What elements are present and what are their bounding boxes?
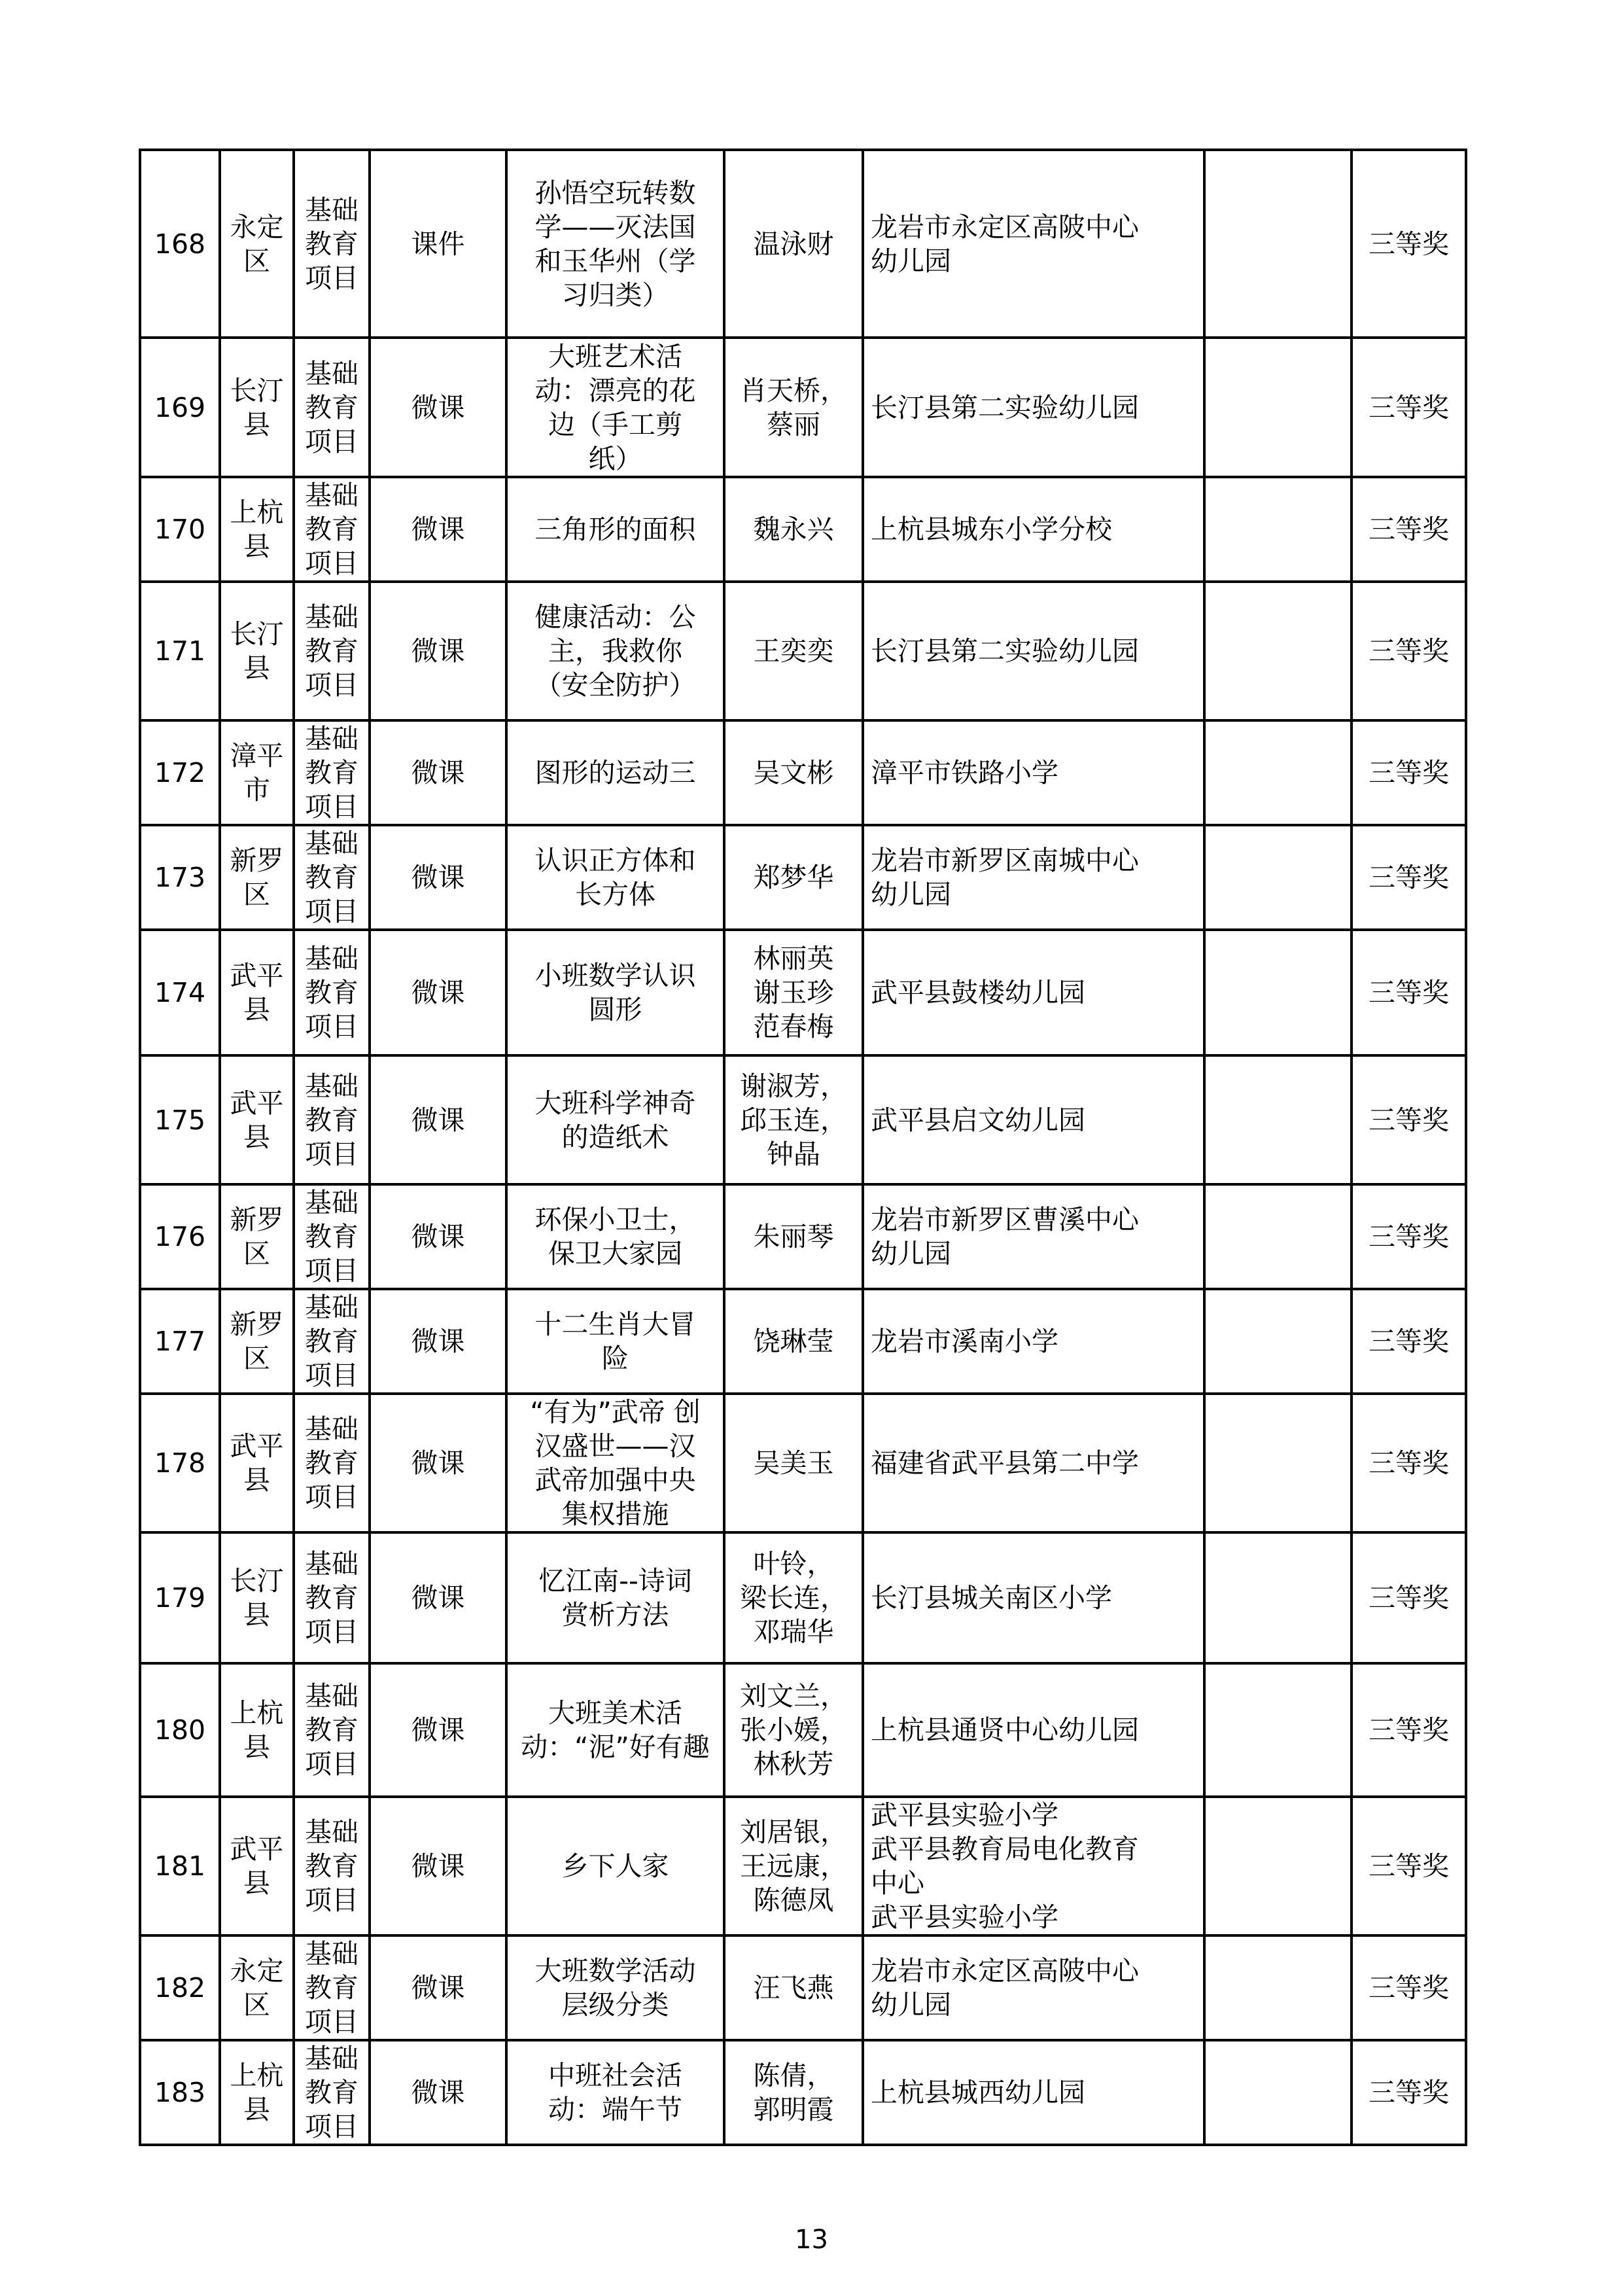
category-cell: 基础 教育 项目 xyxy=(294,150,370,338)
table-row xyxy=(140,477,1466,582)
award-cell: 三等奖 xyxy=(1352,150,1466,338)
authors-cell: 刘文兰， 张小媛， 林秋芳 xyxy=(724,1663,863,1797)
authors-cell: 吴美玉 xyxy=(724,1394,863,1532)
region-cell: 上杭 县 xyxy=(220,1663,294,1797)
title-cell: 三角形的面积 xyxy=(506,477,724,582)
row-number: 183 xyxy=(140,2040,220,2145)
title-cell: “有为”武帝 创 汉盛世——汉 武帝加强中央 集权措施 xyxy=(506,1394,724,1532)
empty-cell xyxy=(1204,338,1352,477)
award-cell: 三等奖 xyxy=(1352,825,1466,930)
title-cell: 大班艺术活 动：漂亮的花 边（手工剪 纸） xyxy=(506,338,724,477)
title-cell: 中班社会活 动：端午节 xyxy=(506,2040,724,2145)
table-row xyxy=(140,582,1466,720)
empty-cell xyxy=(1204,1935,1352,2040)
row-number: 174 xyxy=(140,930,220,1055)
empty-cell xyxy=(1204,150,1352,338)
empty-cell xyxy=(1204,1532,1352,1663)
type-cell: 微课 xyxy=(370,930,506,1055)
authors-cell: 王奕奕 xyxy=(724,582,863,720)
award-cell: 三等奖 xyxy=(1352,1532,1466,1663)
type-cell: 微课 xyxy=(370,477,506,582)
school-cell: 龙岩市永定区高陂中心 幼儿园 xyxy=(863,150,1204,338)
empty-cell xyxy=(1204,1184,1352,1289)
empty-cell xyxy=(1204,477,1352,582)
category-cell: 基础 教育 项目 xyxy=(294,825,370,930)
title-cell: 图形的运动三 xyxy=(506,720,724,825)
school-cell: 上杭县城东小学分校 xyxy=(863,477,1204,582)
type-cell: 微课 xyxy=(370,1184,506,1289)
region-cell: 永定 区 xyxy=(220,1935,294,2040)
row-number: 175 xyxy=(140,1055,220,1184)
region-cell: 长汀 县 xyxy=(220,1532,294,1663)
category-cell: 基础 教育 项目 xyxy=(294,1935,370,2040)
title-cell: 小班数学认识 圆形 xyxy=(506,930,724,1055)
type-cell: 课件 xyxy=(370,150,506,338)
type-cell: 微课 xyxy=(370,1394,506,1532)
table-row xyxy=(140,338,1466,477)
table-row xyxy=(140,1935,1466,2040)
school-cell: 龙岩市永定区高陂中心 幼儿园 xyxy=(863,1935,1204,2040)
award-cell: 三等奖 xyxy=(1352,582,1466,720)
empty-cell xyxy=(1204,1797,1352,1935)
table-row xyxy=(140,1532,1466,1663)
row-number: 180 xyxy=(140,1663,220,1797)
table-row xyxy=(140,930,1466,1055)
title-cell: 环保小卫士， 保卫大家园 xyxy=(506,1184,724,1289)
award-cell: 三等奖 xyxy=(1352,2040,1466,2145)
title-cell: 忆江南--诗词 赏析方法 xyxy=(506,1532,724,1663)
authors-cell: 肖天桥， 蔡丽 xyxy=(724,338,863,477)
row-number: 170 xyxy=(140,477,220,582)
title-cell: 乡下人家 xyxy=(506,1797,724,1935)
award-cell: 三等奖 xyxy=(1352,1394,1466,1532)
school-cell: 龙岩市溪南小学 xyxy=(863,1289,1204,1394)
awards-table xyxy=(139,149,1467,2146)
region-cell: 武平 县 xyxy=(220,930,294,1055)
type-cell: 微课 xyxy=(370,720,506,825)
school-cell: 武平县鼓楼幼儿园 xyxy=(863,930,1204,1055)
region-cell: 上杭 县 xyxy=(220,2040,294,2145)
region-cell: 武平 县 xyxy=(220,1055,294,1184)
title-cell: 大班数学活动 层级分类 xyxy=(506,1935,724,2040)
award-cell: 三等奖 xyxy=(1352,720,1466,825)
category-cell: 基础 教育 项目 xyxy=(294,338,370,477)
region-cell: 漳平 市 xyxy=(220,720,294,825)
type-cell: 微课 xyxy=(370,2040,506,2145)
empty-cell xyxy=(1204,1055,1352,1184)
empty-cell xyxy=(1204,1289,1352,1394)
empty-cell xyxy=(1204,582,1352,720)
category-cell: 基础 教育 项目 xyxy=(294,1663,370,1797)
region-cell: 新罗 区 xyxy=(220,1289,294,1394)
type-cell: 微课 xyxy=(370,1935,506,2040)
category-cell: 基础 教育 项目 xyxy=(294,477,370,582)
type-cell: 微课 xyxy=(370,1797,506,1935)
title-cell: 十二生肖大冒 险 xyxy=(506,1289,724,1394)
school-cell: 漳平市铁路小学 xyxy=(863,720,1204,825)
empty-cell xyxy=(1204,930,1352,1055)
region-cell: 武平 县 xyxy=(220,1797,294,1935)
type-cell: 微课 xyxy=(370,338,506,477)
table-row xyxy=(140,1289,1466,1394)
school-cell: 长汀县城关南区小学 xyxy=(863,1532,1204,1663)
award-cell: 三等奖 xyxy=(1352,477,1466,582)
row-number: 172 xyxy=(140,720,220,825)
type-cell: 微课 xyxy=(370,1055,506,1184)
type-cell: 微课 xyxy=(370,825,506,930)
award-cell: 三等奖 xyxy=(1352,1797,1466,1935)
table-row xyxy=(140,825,1466,930)
region-cell: 长汀 县 xyxy=(220,582,294,720)
type-cell: 微课 xyxy=(370,582,506,720)
empty-cell xyxy=(1204,1663,1352,1797)
authors-cell: 朱丽琴 xyxy=(724,1184,863,1289)
title-cell: 大班美术活 动：“泥”好有趣 xyxy=(506,1663,724,1797)
table-row xyxy=(140,1184,1466,1289)
row-number: 179 xyxy=(140,1532,220,1663)
region-cell: 新罗 区 xyxy=(220,825,294,930)
row-number: 168 xyxy=(140,150,220,338)
school-cell: 龙岩市新罗区南城中心 幼儿园 xyxy=(863,825,1204,930)
row-number: 171 xyxy=(140,582,220,720)
region-cell: 新罗 区 xyxy=(220,1184,294,1289)
authors-cell: 叶铃， 梁长连， 邓瑞华 xyxy=(724,1532,863,1663)
authors-cell: 吴文彬 xyxy=(724,720,863,825)
empty-cell xyxy=(1204,825,1352,930)
category-cell: 基础 教育 项目 xyxy=(294,1797,370,1935)
school-cell: 武平县启文幼儿园 xyxy=(863,1055,1204,1184)
authors-cell: 汪飞燕 xyxy=(724,1935,863,2040)
school-cell: 武平县实验小学 武平县教育局电化教育 中心 武平县实验小学 xyxy=(863,1797,1204,1935)
table-row xyxy=(140,1663,1466,1797)
school-cell: 龙岩市新罗区曹溪中心 幼儿园 xyxy=(863,1184,1204,1289)
category-cell: 基础 教育 项目 xyxy=(294,1289,370,1394)
table-row xyxy=(140,1797,1466,1935)
title-cell: 大班科学神奇 的造纸术 xyxy=(506,1055,724,1184)
type-cell: 微课 xyxy=(370,1532,506,1663)
authors-cell: 林丽英 谢玉珍 范春梅 xyxy=(724,930,863,1055)
row-number: 176 xyxy=(140,1184,220,1289)
authors-cell: 魏永兴 xyxy=(724,477,863,582)
authors-cell: 刘居银， 王远康， 陈德凤 xyxy=(724,1797,863,1935)
table-row xyxy=(140,1394,1466,1532)
category-cell: 基础 教育 项目 xyxy=(294,582,370,720)
row-number: 178 xyxy=(140,1394,220,1532)
school-cell: 上杭县城西幼儿园 xyxy=(863,2040,1204,2145)
row-number: 169 xyxy=(140,338,220,477)
title-cell: 认识正方体和 长方体 xyxy=(506,825,724,930)
region-cell: 上杭 县 xyxy=(220,477,294,582)
award-cell: 三等奖 xyxy=(1352,1935,1466,2040)
page-number: 13 xyxy=(795,2225,828,2255)
title-cell: 孙悟空玩转数 学——灭法国 和玉华州（学 习归类） xyxy=(506,150,724,338)
authors-cell: 饶琳莹 xyxy=(724,1289,863,1394)
table-row xyxy=(140,2040,1466,2145)
award-cell: 三等奖 xyxy=(1352,1663,1466,1797)
award-cell: 三等奖 xyxy=(1352,1289,1466,1394)
award-cell: 三等奖 xyxy=(1352,930,1466,1055)
category-cell: 基础 教育 项目 xyxy=(294,1394,370,1532)
award-cell: 三等奖 xyxy=(1352,1184,1466,1289)
row-number: 177 xyxy=(140,1289,220,1394)
table-row xyxy=(140,1055,1466,1184)
region-cell: 永定 区 xyxy=(220,150,294,338)
region-cell: 长汀 县 xyxy=(220,338,294,477)
table-row xyxy=(140,150,1466,338)
authors-cell: 谢淑芳， 邱玉连， 钟晶 xyxy=(724,1055,863,1184)
authors-cell: 温泳财 xyxy=(724,150,863,338)
type-cell: 微课 xyxy=(370,1663,506,1797)
school-cell: 长汀县第二实验幼儿园 xyxy=(863,582,1204,720)
category-cell: 基础 教育 项目 xyxy=(294,1532,370,1663)
school-cell: 长汀县第二实验幼儿园 xyxy=(863,338,1204,477)
row-number: 182 xyxy=(140,1935,220,2040)
category-cell: 基础 教育 项目 xyxy=(294,720,370,825)
category-cell: 基础 教育 项目 xyxy=(294,1184,370,1289)
school-cell: 上杭县通贤中心幼儿园 xyxy=(863,1663,1204,1797)
row-number: 173 xyxy=(140,825,220,930)
authors-cell: 郑梦华 xyxy=(724,825,863,930)
empty-cell xyxy=(1204,720,1352,825)
award-cell: 三等奖 xyxy=(1352,338,1466,477)
category-cell: 基础 教育 项目 xyxy=(294,1055,370,1184)
table-body xyxy=(140,150,1466,2145)
region-cell: 武平 县 xyxy=(220,1394,294,1532)
type-cell: 微课 xyxy=(370,1289,506,1394)
award-cell: 三等奖 xyxy=(1352,1055,1466,1184)
empty-cell xyxy=(1204,2040,1352,2145)
row-number: 181 xyxy=(140,1797,220,1935)
title-cell: 健康活动：公 主，我救你 （安全防护） xyxy=(506,582,724,720)
category-cell: 基础 教育 项目 xyxy=(294,930,370,1055)
table-row xyxy=(140,720,1466,825)
authors-cell: 陈倩， 郭明霞 xyxy=(724,2040,863,2145)
empty-cell xyxy=(1204,1394,1352,1532)
school-cell: 福建省武平县第二中学 xyxy=(863,1394,1204,1532)
category-cell: 基础 教育 项目 xyxy=(294,2040,370,2145)
